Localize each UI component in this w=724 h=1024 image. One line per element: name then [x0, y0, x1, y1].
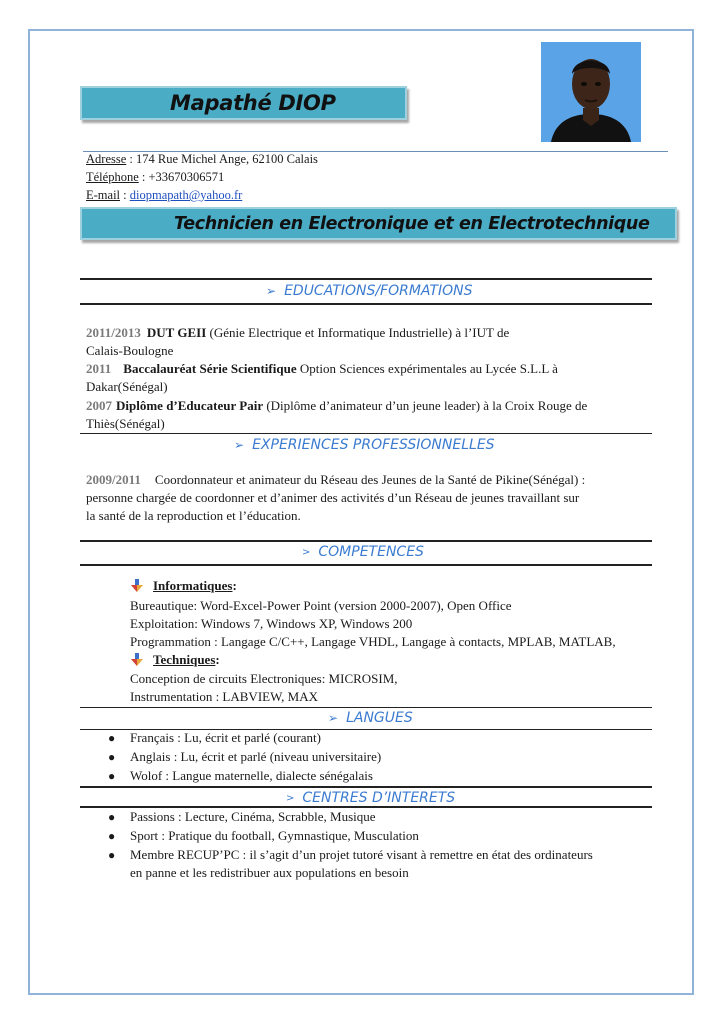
experience-item — [86, 471, 585, 525]
langues-heading — [328, 708, 413, 728]
email-label: E-mail — [86, 188, 121, 202]
bullet-dot-icon: ● — [108, 731, 116, 745]
competences-title: COMPETENCES — [318, 544, 424, 560]
bullet-dot-icon: ● — [108, 769, 116, 783]
profile-photo — [541, 42, 641, 142]
informatiques-heading — [131, 578, 237, 594]
education-desc-cont: Thiès(Sénégal) — [86, 416, 165, 431]
profile-photo-image — [541, 42, 641, 142]
competence-line: Bureautique: Word-Excel-Power Point (version 2000-2007), Open Office — [130, 598, 512, 613]
langue-text: Français : Lu, écrit et parlé (courant) — [130, 730, 321, 745]
informatiques-colon: : — [232, 578, 237, 593]
education-degree: Diplôme d’Educateur Pair — [116, 398, 264, 413]
experience-year: 2009/2011 — [86, 472, 141, 487]
bullet-dot-icon: ● — [108, 848, 116, 862]
candidate-name: Mapathé DIOP — [170, 91, 336, 115]
competence-line: Exploitation: Windows 7, Windows XP, Windows 200 — [130, 616, 413, 631]
bullet-dot-icon: ● — [108, 810, 116, 824]
job-title: Technicien en Electronique et en Electrotechnique — [174, 213, 650, 234]
experience-desc: Coordonnateur et animateur du Réseau des Jeunes de la Santé de Pikine(Sénégal) : — [154, 472, 586, 487]
address-label: Adresse — [86, 152, 127, 166]
education-bottom-rule — [80, 303, 652, 305]
phone-value: : +33670306571 — [138, 170, 225, 184]
interet-text: Sport : Pratique du football, Gymnastique, Musculation — [130, 828, 419, 843]
experience-title: EXPERIENCES PROFESSIONNELLES — [252, 437, 495, 453]
techniques-heading — [131, 652, 220, 668]
education-year: 2011 — [86, 361, 112, 376]
address-line — [86, 152, 318, 167]
experience-desc-cont: la santé de la reproduction et l’éducation. — [86, 508, 301, 523]
interet-text: Passions : Lecture, Cinéma, Scrabble, Musique — [130, 809, 376, 824]
interets-heading — [286, 788, 455, 808]
interet-text — [130, 846, 593, 882]
education-item — [86, 324, 509, 360]
phone-label: Téléphone — [86, 170, 139, 184]
colored-arrow-bullet-icon — [131, 653, 143, 667]
langues-title: LANGUES — [346, 710, 413, 726]
arrow-right-icon: ➢ — [266, 284, 277, 298]
education-item — [86, 397, 587, 433]
bullet-dot-icon: ● — [108, 829, 116, 843]
email-separator: : — [120, 188, 130, 202]
arrow-right-icon: ➢ — [328, 711, 339, 725]
education-degree: DUT GEII — [146, 325, 207, 340]
chevron-right-icon: > — [286, 792, 295, 804]
colored-arrow-bullet-icon — [131, 579, 143, 593]
education-degree: Baccalauréat Série Scientifique — [123, 361, 297, 376]
education-desc: (Diplôme d’animateur d’un jeune leader) à la Croix Rouge de — [263, 398, 588, 413]
name-banner — [80, 86, 407, 120]
list-item — [108, 827, 419, 845]
education-heading — [266, 281, 473, 301]
education-title: EDUCATIONS/FORMATIONS — [284, 283, 473, 299]
interet-line: Membre RECUP’PC : il s’agit d’un projet tutoré visant à remettre en état des ordinateurs — [130, 847, 593, 862]
list-item — [108, 748, 381, 766]
email-line — [86, 188, 242, 203]
list-item — [108, 846, 593, 882]
education-year: 2011/2013 — [86, 325, 141, 340]
email-link[interactable]: diopmapath@yahoo.fr — [129, 188, 243, 202]
list-item — [108, 767, 373, 785]
job-title-banner — [80, 207, 677, 240]
list-item — [108, 808, 376, 826]
competence-line: Programmation : Langage C/C++, Langage VHDL, Langage à contacts, MPLAB, MATLAB, — [130, 634, 616, 649]
experience-top-rule — [80, 433, 652, 434]
address-value: : 174 Rue Michel Ange, 62100 Calais — [126, 152, 318, 166]
experience-desc-cont: personne chargée de coordonner et d’animer des activités d’un Réseau de jeunes travaillant sur — [86, 490, 580, 505]
competence-line: Instrumentation : LABVIEW, MAX — [130, 689, 318, 704]
techniques-label: Techniques — [153, 652, 216, 667]
education-desc: Option Sciences expérimentales au Lycée S.L.L à — [296, 361, 558, 376]
competences-bottom-rule — [80, 564, 652, 566]
informatiques-label: Informatiques — [153, 578, 233, 593]
education-desc-cont: Calais-Boulogne — [86, 343, 174, 358]
education-year: 2007 — [86, 398, 112, 413]
arrow-right-icon: ➢ — [234, 438, 245, 452]
phone-line — [86, 170, 224, 185]
experience-heading — [234, 435, 495, 455]
education-item — [86, 360, 558, 396]
competences-heading — [302, 542, 424, 562]
interet-line: en panne et les redistribuer aux populations en besoin — [130, 865, 409, 880]
langue-text: Wolof : Langue maternelle, dialecte sénégalais — [130, 768, 373, 783]
interets-title: CENTRES D’INTERETS — [302, 790, 456, 806]
list-item — [108, 729, 321, 747]
education-desc: (Génie Electrique et Informatique Industrielle) à l’IUT de — [206, 325, 510, 340]
education-top-rule — [80, 278, 652, 280]
chevron-right-icon: > — [302, 546, 311, 558]
competence-line: Conception de circuits Electroniques: MICROSIM, — [130, 671, 398, 686]
techniques-colon: : — [215, 652, 220, 667]
education-desc-cont: Dakar(Sénégal) — [86, 379, 168, 394]
langue-text: Anglais : Lu, écrit et parlé (niveau universitaire) — [130, 749, 382, 764]
bullet-dot-icon: ● — [108, 750, 116, 764]
